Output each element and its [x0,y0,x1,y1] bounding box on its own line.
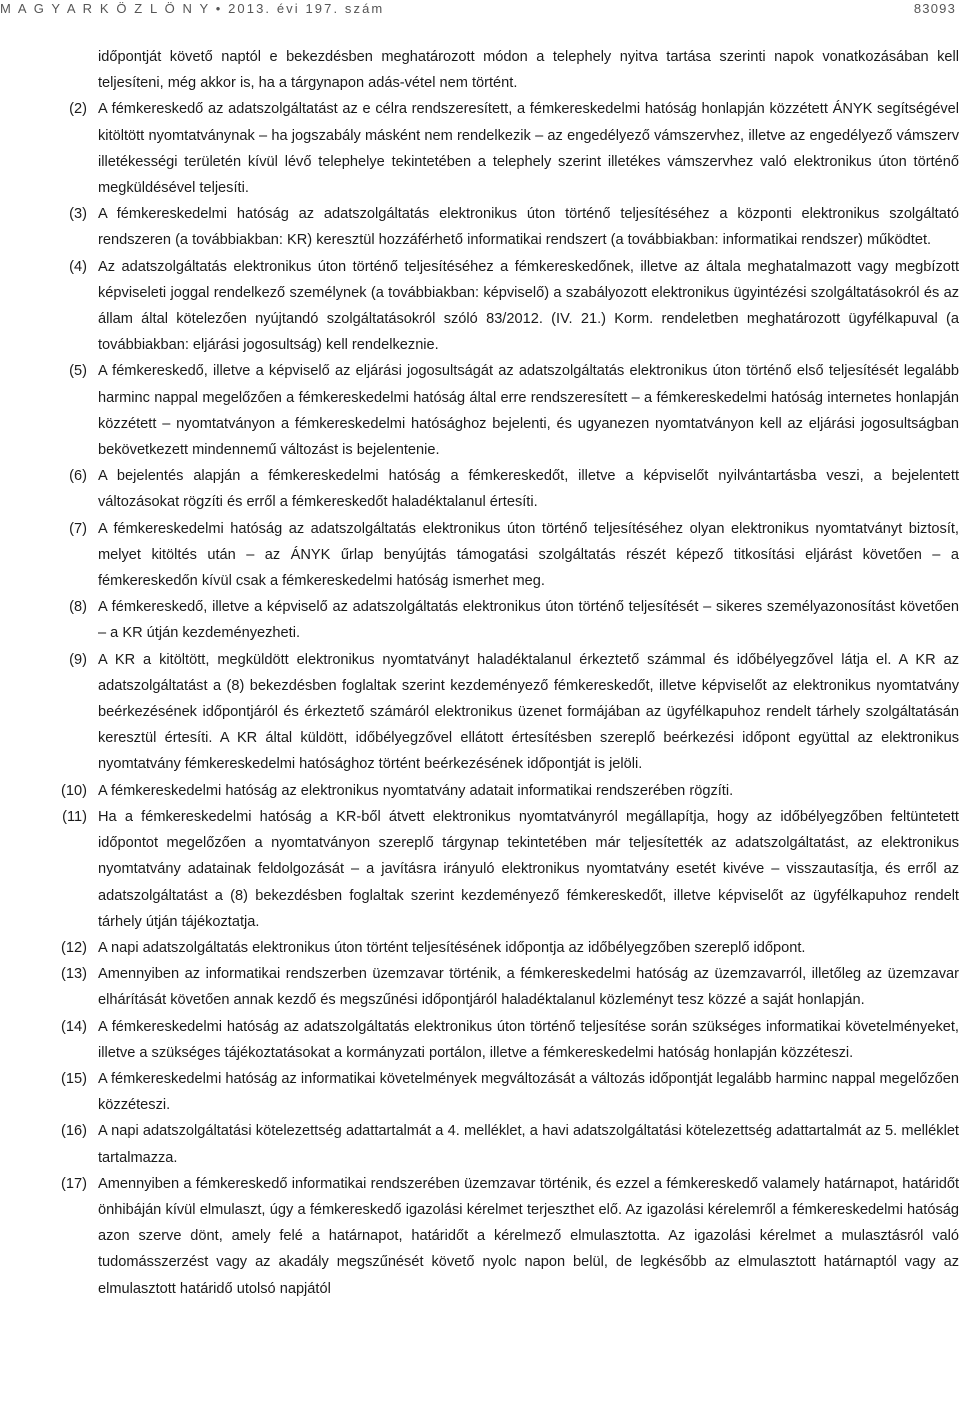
paragraph-number: (10) [61,782,87,799]
paragraph-text: A KR a kitöltött, megküldött elektronikus nyomtatványt haladéktalanul érkeztető számmal és időbélyegzővel látja el. A KR az adatszolgáltatást a (8) bekezdésben foglaltak szerint kezdeményező fémkereskedőt, illetve képviselőt az elektronikus nyomtatvány beérkezésének időpontjáról és érkeztető számáról elektronikus üzenet formájában az ügyfélkapuhoz rendelt tárhely szolgáltatásán keresztül értesíti. A KR által küldött, időbélyegzővel ellátott értesítésben szereplő beérkezési időpont együttal az elektronikus nyomtatvány fémkereskedelmi hatósághoz történt beérkezésének időpontját is jelöli. [98,651,959,773]
paragraph [0,96,959,201]
paragraph [0,1014,959,1066]
paragraph [0,516,959,595]
journal-title: M A G Y A R K Ö Z L Ö N Y • 2013. évi 197. szám [0,1,385,16]
paragraph-number: (4) [69,258,87,275]
paragraph-text: A fémkereskedő az adatszolgáltatást az e célra rendszeresített, a fémkereskedelmi hatóság honlapján közzétett ÁNYK segítségével kitöltött nyomtatványnak – ha jogszabály másként nem rendelkezik – az engedélyező vámszervhez, illetve az engedélyező vámszerv illetékességi területén kívül lévő telephelye tekintetében a telephely szerint illetékes vámszervhez való elektronikus úton történő megküldésével teljesíti. [98,101,959,197]
intro-paragraph: időpontját követő naptól e bekezdésben meghatározott módon a telephely nyitva tartása szerinti napok vonatkozásában kell teljesíteni, még akkor is, ha a tárgynapon adás-vétel nem történt. [98,49,959,92]
paragraph [0,778,959,804]
paragraph-text: A fémkereskedelmi hatóság az adatszolgáltatás elektronikus úton történő teljesítéséhez olyan elektronikus nyomtatványt biztosít, melyet kitöltés után – az ÁNYK űrlap benyújtás támogatási szolgáltatás részét képező titkosítási eljárást követően – a fémkereskedőn kívül csak a fémkereskedelmi hatóság ismerhet meg. [98,520,959,590]
paragraph-text: A fémkereskedő, illetve a képviselő az adatszolgáltatás elektronikus úton történő teljesítését – sikeres személyazonosítást követően – a KR útján kezdeményezheti. [98,599,959,642]
paragraph-text: Az adatszolgáltatás elektronikus úton történő teljesítéséhez a fémkereskedőnek, illetve az általa meghatalmazott vagy megbízott képviseleti joggal rendelkező személynek (a továbbiakban: képviselő) a szabályozott elektronikus ügyintézési szolgáltatásokról és az állam által kötelezően nyújtandó szolgáltatásokról szóló 83/2012. (IV. 21.) Korm. rendeletben meghatározott ügyfélkapuval (a továbbiakban: eljárási jogosultság) kell rendelkeznie. [98,258,959,354]
paragraph-number: (3) [69,206,87,223]
document-body [0,44,959,1302]
paragraph-number: (16) [61,1123,87,1140]
paragraph [0,935,959,961]
paragraph-text: A fémkereskedő, illetve a képviselő az eljárási jogosultságát az adatszolgáltatás elektronikus úton történő első teljesítését legalább harminc nappal megelőzően a fémkereskedelmi hatóság által erre rendszeresített – a fémkereskedelmi hatóság internetes honlapján közzétett – nyomtatványon a fémkereskedelmi hatósághoz bejelenti, és ugyanezen nyomtatványon kell az eljárási jogosultságban bekövetkezett mindennemű változást is bejelentenie. [98,363,959,459]
paragraph-text: A fémkereskedelmi hatóság az adatszolgáltatás elektronikus úton történő teljesítéséhez a központi elektronikus szolgáltató rendszeren (a továbbiakban: KR) keresztül hozzáférhető informatikai rendszert (a továbbiakban: informatikai rendszer) működtet. [98,206,959,249]
paragraph [0,254,959,359]
paragraph-number: (9) [69,651,87,668]
paragraph-number: (11) [62,808,87,825]
paragraph-number: (17) [61,1175,87,1192]
paragraph-text: A napi adatszolgáltatás elektronikus úton történt teljesítésének időpontja az időbélyegzőben szereplő időpont. [98,939,806,956]
paragraph-number: (14) [61,1018,87,1035]
paragraph-text: A fémkereskedelmi hatóság az elektronikus nyomtatvány adatait informatikai rendszerében rögzíti. [98,782,734,799]
paragraph-text: Ha a fémkereskedelmi hatóság a KR-ből átvett elektronikus nyomtatványról megállapítja, hogy az időbélyegzőben feltüntetett időpontot megelőzően a nyomtatványon szereplő tárgynap tekintetében már teljesítették az adatszolgáltatást, az elektronikus nyomtatvány adatainak feldolgozását – a javításra irányuló elektronikus nyomtatvány esetét kivéve – visszautasítja, és erről az adatszolgáltatást a (8) bekezdésben foglaltak szerint kezdeményező fémkereskedőt, illetve képviselőt az ügyfélkapuhoz rendelt tárhely útján tájékoztatja. [98,808,959,930]
paragraph [0,961,959,1013]
paragraph-number: (6) [69,468,87,485]
paragraph-text: A fémkereskedelmi hatóság az adatszolgáltatás elektronikus úton történő teljesítése során szükséges informatikai követelményeket, illetve a szükséges tájékoztatásokat a kormányzati portálon, illetve a fémkereskedelmi hatóság honlapján közzéteszi. [98,1018,959,1061]
paragraph [0,358,959,463]
paragraph-list [0,96,959,1301]
paragraph [0,463,959,515]
paragraph-text: Amennyiben a fémkereskedő informatikai rendszerében üzemzavar történik, és ezzel a fémkereskedő valamely határnapot, határidőt önhibáján kívül elmulaszt, úgy a fémkereskedő igazolási kérelmet terjeszthet elő. Az igazolási kérelemről a fémkereskedelmi hatóság azon szerve dönt, amely felé a határnapot, határidőt a kérelmező elmulasztotta. Az igazolási kérelmet a mulasztásról való tudomásszerzést vagy az akadály megszűnését követő nyolc napon belül, de legkésőbb az elmulasztott határnaptól vagy az elmulasztott határidő utolsó napjától [98,1175,959,1297]
paragraph [0,647,959,778]
paragraph-number: (15) [61,1070,87,1087]
paragraph-number: (13) [61,966,87,983]
paragraph-number: (7) [69,520,87,537]
page-number: 83093 [913,1,956,16]
paragraph-number: (12) [61,939,87,956]
paragraph [0,1118,959,1170]
paragraph-number: (5) [69,363,87,380]
paragraph-number: (2) [69,101,87,118]
paragraph [0,201,959,253]
paragraph-text: A bejelentés alapján a fémkereskedelmi hatóság a fémkereskedőt, illetve a képviselőt nyilvántartásba veszi, a bejelentett változásokat rögzíti és erről a fémkereskedőt haladéktalanul értesíti. [98,468,959,511]
paragraph [0,804,959,935]
paragraph [0,1066,959,1118]
paragraph-number: (8) [69,599,87,616]
paragraph [0,594,959,646]
page-header [0,0,960,18]
paragraph-text: Amennyiben az informatikai rendszerben üzemzavar történik, a fémkereskedelmi hatóság az üzemzavarról, illetőleg az üzemzavar elhárítását követően annak kezdő és megszűnési időpontjáról haladéktalanul közleményt tesz közzé a saját honlapján. [98,966,959,1009]
paragraph-text: A fémkereskedelmi hatóság az informatikai követelmények megváltozását a változás időpontját legalább harminc nappal megelőzően közzéteszi. [98,1070,959,1114]
paragraph [0,1171,959,1302]
paragraph-text: A napi adatszolgáltatási kötelezettség adattartalmát a 4. melléklet, a havi adatszolgáltatási kötelezettség adattartalmát az 5. melléklet tartalmazza. [98,1123,959,1166]
